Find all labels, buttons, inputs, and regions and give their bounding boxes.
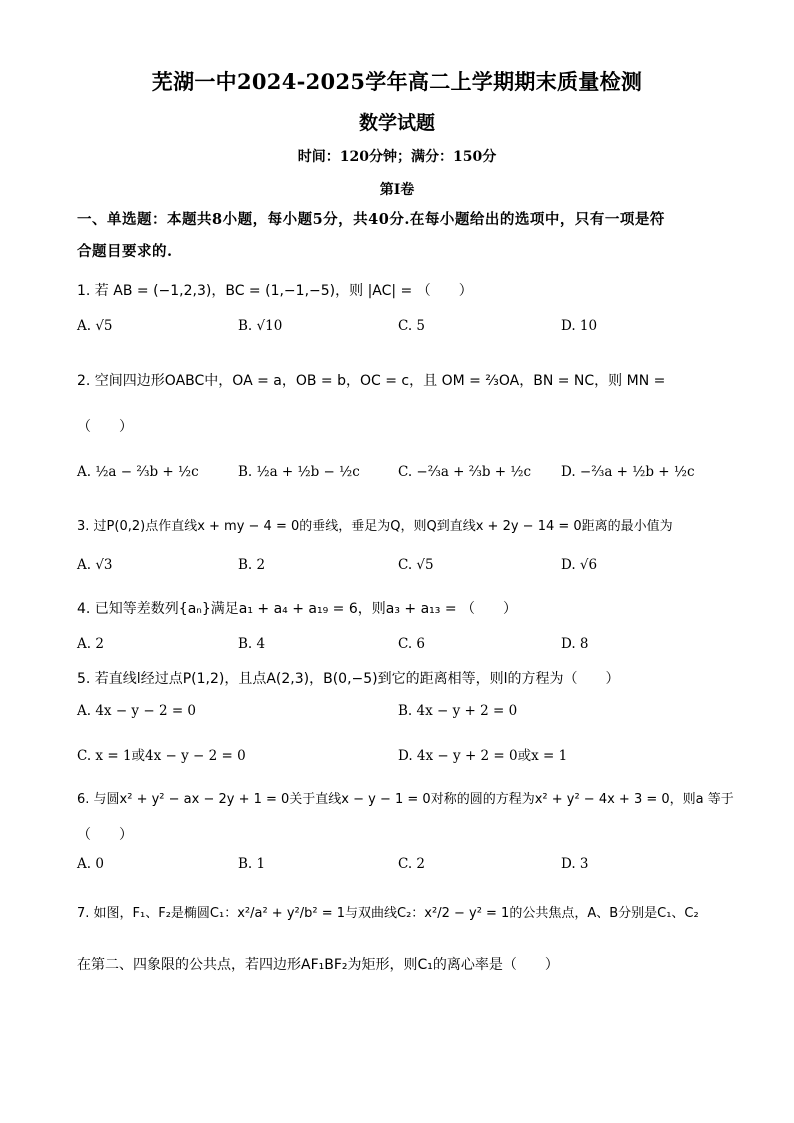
q2-option-b: B. ½a + ½b − ½c xyxy=(238,464,360,480)
q1-option-c: C. 5 xyxy=(398,318,426,334)
exam-title: 芜湖一中2024-2025学年高二上学期期末质量检测 xyxy=(151,69,643,94)
q2-option-c: C. −⅔a + ⅔b + ½c xyxy=(398,464,532,480)
q5-option-c: C. x = 1或4x − y − 2 = 0 xyxy=(77,748,246,764)
q6-option-d: D. 3 xyxy=(561,856,589,872)
question-2-stem-cont: （ ） xyxy=(77,419,133,435)
section-heading-line1: 一、单选题：本题共8小题，每小题5分，共40分.在每小题给出的选项中，只有一项是符 xyxy=(77,211,665,228)
question-7-stem-cont: 在第二、四象限的公共点，若四边形AF₁BF₂为矩形，则C₁的离心率是（ ） xyxy=(77,957,559,973)
question-2-stem: 2. 空间四边形OABC中，OA = a，OB = b，OC = c，且 OM = ⅔OA，BN = NC，则 MN = xyxy=(77,373,666,389)
q3-option-a: A. √3 xyxy=(77,557,113,573)
q6-option-c: C. 2 xyxy=(398,856,426,872)
q3-option-b: B. 2 xyxy=(238,557,266,573)
exam-subtitle: 数学试题 xyxy=(358,112,435,134)
q4-option-c: C. 6 xyxy=(398,636,426,652)
q2-option-a: A. ½a − ⅔b + ½c xyxy=(77,464,199,480)
q2-option-d: D. −⅔a + ½b + ½c xyxy=(561,464,695,480)
question-6-stem: 6. 与圆x² + y² − ax − 2y + 1 = 0关于直线x − y − 1 = 0对称的圆的方程为x² + y² − 4x + 3 = 0，则a 等于 xyxy=(77,792,734,807)
question-3-stem: 3. 过P(0,2)点作直线x + my − 4 = 0的垂线，垂足为Q，则Q到直线x + 2y − 14 = 0距离的最小值为 xyxy=(77,519,673,534)
question-7-stem: 7. 如图，F₁、F₂是椭圆C₁：x²/a² + y²/b² = 1与双曲线C₂：x²/2 − y² = 1的公共焦点，A、B分别是C₁、C₂ xyxy=(77,906,699,921)
q3-option-c: C. √5 xyxy=(398,557,434,573)
exam-meta: 时间：120分钟；满分：150分 xyxy=(297,149,497,165)
question-6-stem-cont: （ ） xyxy=(77,827,133,843)
q5-option-d: D. 4x − y + 2 = 0或x = 1 xyxy=(398,748,568,764)
q5-option-b: B. 4x − y + 2 = 0 xyxy=(398,703,518,719)
section-heading-line2: 合题目要求的. xyxy=(77,243,173,260)
q3-option-d: D. √6 xyxy=(561,557,598,573)
q1-option-d: D. 10 xyxy=(561,318,598,334)
q4-option-d: D. 8 xyxy=(561,636,589,652)
volume-label: 第I卷 xyxy=(379,182,415,198)
q1-option-a: A. √5 xyxy=(77,318,113,334)
q6-option-a: A. 0 xyxy=(77,856,104,872)
question-5-stem: 5. 若直线l经过点P(1,2)，且点A(2,3)，B(0,−5)到它的距离相等，则l的方程为（ ） xyxy=(77,671,620,687)
q6-option-b: B. 1 xyxy=(238,856,266,872)
q1-option-b: B. √10 xyxy=(238,318,283,334)
question-1-stem: 1. 若 AB = (−1,2,3)，BC = (1,−1,−5)，则 |AC| = （ ） xyxy=(77,283,473,299)
question-4-stem: 4. 已知等差数列{aₙ}满足a₁ + a₄ + a₁₉ = 6，则a₃ + a₁₃ = （ ） xyxy=(77,601,518,617)
q4-option-a: A. 2 xyxy=(77,636,104,652)
q5-option-a: A. 4x − y − 2 = 0 xyxy=(77,703,197,719)
q4-option-b: B. 4 xyxy=(238,636,266,652)
